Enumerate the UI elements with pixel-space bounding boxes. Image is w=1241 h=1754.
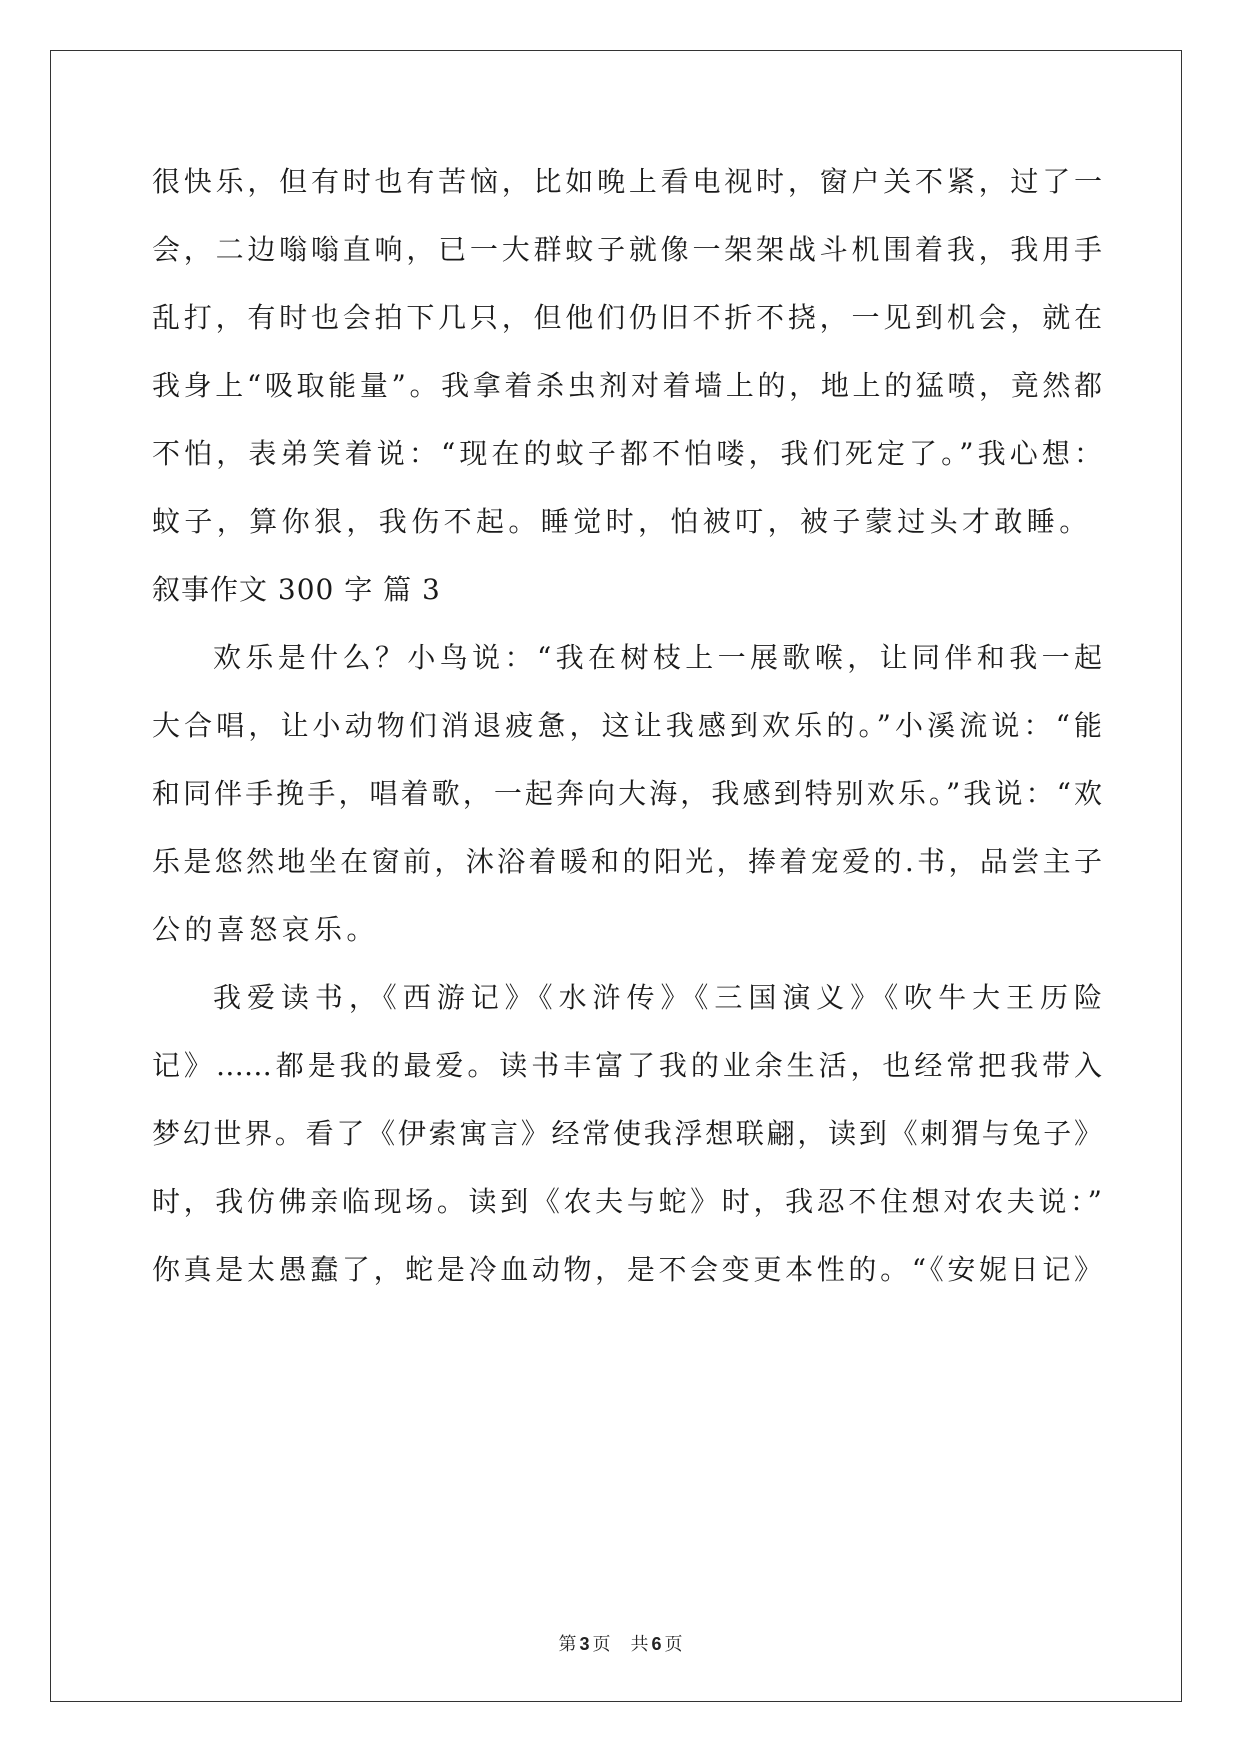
paragraph-line: 乐是悠然地坐在窗前，沐浴着暖和的阳光，捧着宠爱的.书，品尝主子 bbox=[152, 845, 1102, 878]
paragraph-line: 时，我仿佛亲临现场。读到《农夫与蛇》时，我忍不住想对农夫说：” bbox=[152, 1185, 1102, 1218]
paragraph-line: 欢乐是什么？小鸟说：“我在树枝上一展歌喉，让同伴和我一起 bbox=[213, 641, 1102, 674]
paragraph-line: 大合唱，让小动物们消退疲惫，这让我感到欢乐的。”小溪流说：“能 bbox=[152, 709, 1102, 742]
paragraph-line: 我身上“吸取能量”。我拿着杀虫剂对着墙上的，地上的猛喷，竟然都 bbox=[152, 369, 1102, 402]
page-prefix: 第 bbox=[558, 1634, 577, 1655]
paragraph-line: 梦幻世界。看了《伊索寓言》经常使我浮想联翩，读到《刺猬与兔子》 bbox=[152, 1117, 1102, 1150]
paragraph-line: 会，二边嗡嗡直响，已一大群蚊子就像一架架战斗机围着我，我用手 bbox=[152, 233, 1102, 266]
paragraph-line: 乱打，有时也会拍下几只，但他们仍旧不折不挠，一见到机会，就在 bbox=[152, 301, 1102, 334]
paragraph-line: 很快乐，但有时也有苦恼，比如晚上看电视时，窗户关不紧，过了一 bbox=[152, 165, 1102, 198]
paragraph-line: 不怕，表弟笑着说：“现在的蚊子都不怕喽，我们死定了。”我心想： bbox=[152, 437, 1102, 470]
page-footer bbox=[0, 1632, 1241, 1657]
total-unit: 页 bbox=[664, 1634, 683, 1655]
total-prefix: 共 bbox=[630, 1634, 649, 1655]
paragraph-line: 蚊子，算你狠，我伤不起。睡觉时，怕被叮，被子蒙过头才敢睡。 bbox=[152, 505, 1092, 538]
total-page-count: 6 bbox=[651, 1634, 662, 1654]
page-unit: 页 bbox=[592, 1634, 611, 1655]
paragraph-line: 你真是太愚蠢了，蛇是冷血动物，是不会变更本性的。“《安妮日记》 bbox=[152, 1253, 1102, 1286]
paragraph-line: 记》……都是我的最爱。读书丰富了我的业余生活，也经常把我带入 bbox=[152, 1049, 1102, 1082]
paragraph-line: 公的喜怒哀乐。 bbox=[152, 913, 379, 946]
paragraph-line: 和同伴手挽手，唱着歌，一起奔向大海，我感到特别欢乐。”我说：“欢 bbox=[152, 777, 1102, 810]
section-heading: 叙事作文 300 字 篇 3 bbox=[152, 573, 441, 606]
paragraph-line: 我爱读书，《西游记》《水浒传》《三国演义》《吹牛大王历险 bbox=[213, 981, 1102, 1014]
current-page-number: 3 bbox=[579, 1634, 590, 1654]
